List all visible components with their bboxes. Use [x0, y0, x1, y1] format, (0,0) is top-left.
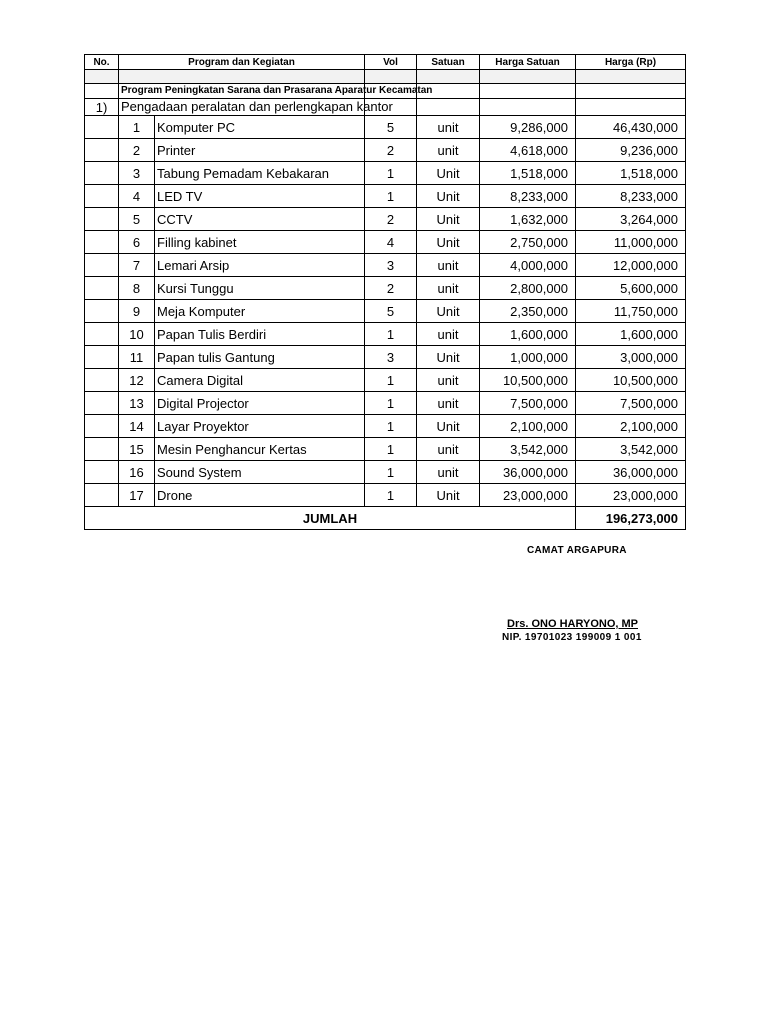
item-unit-price: 8,233,000: [480, 185, 576, 208]
item-unit: Unit: [417, 162, 480, 185]
item-total-price: 12,000,000: [576, 254, 686, 277]
item-unit: unit: [417, 139, 480, 162]
table-row: [85, 277, 686, 300]
blank-row: [85, 70, 686, 84]
table-row: [85, 162, 686, 185]
signatory-nip: NIP. 19701023 199009 1 001: [502, 632, 642, 643]
item-unit: unit: [417, 392, 480, 415]
item-blank: [85, 484, 119, 507]
item-total-price: 1,600,000: [576, 323, 686, 346]
item-name: Meja Komputer: [155, 300, 365, 323]
item-unit: Unit: [417, 484, 480, 507]
item-name: CCTV: [155, 208, 365, 231]
item-name: Layar Proyektor: [155, 415, 365, 438]
item-total-price: 8,233,000: [576, 185, 686, 208]
item-unit-price: 4,618,000: [480, 139, 576, 162]
item-number: 12: [119, 369, 155, 392]
item-total-price: 2,100,000: [576, 415, 686, 438]
item-total-price: 1,518,000: [576, 162, 686, 185]
table-row: [85, 346, 686, 369]
item-number: 8: [119, 277, 155, 300]
item-blank: [85, 392, 119, 415]
item-number: 2: [119, 139, 155, 162]
item-blank: [85, 415, 119, 438]
item-name: Sound System: [155, 461, 365, 484]
item-blank: [85, 438, 119, 461]
header-row: [85, 55, 686, 70]
item-unit-price: 1,000,000: [480, 346, 576, 369]
item-volume: 1: [365, 484, 417, 507]
item-number: 14: [119, 415, 155, 438]
header-no: No.: [85, 55, 119, 70]
item-name: Papan Tulis Berdiri: [155, 323, 365, 346]
table-row: [85, 484, 686, 507]
item-volume: 3: [365, 254, 417, 277]
item-name: Drone: [155, 484, 365, 507]
item-total-price: 36,000,000: [576, 461, 686, 484]
item-unit-price: 7,500,000: [480, 392, 576, 415]
item-number: 3: [119, 162, 155, 185]
item-name: Tabung Pemadam Kebakaran: [155, 162, 365, 185]
item-blank: [85, 254, 119, 277]
table-row: [85, 438, 686, 461]
header-harga: Harga (Rp): [576, 55, 686, 70]
item-volume: 2: [365, 139, 417, 162]
item-unit: unit: [417, 461, 480, 484]
item-total-price: 3,000,000: [576, 346, 686, 369]
item-blank: [85, 277, 119, 300]
item-name: Mesin Penghancur Kertas: [155, 438, 365, 461]
item-volume: 3: [365, 346, 417, 369]
item-unit-price: 2,800,000: [480, 277, 576, 300]
item-total-price: 11,750,000: [576, 300, 686, 323]
item-volume: 4: [365, 231, 417, 254]
item-volume: 1: [365, 185, 417, 208]
item-blank: [85, 323, 119, 346]
item-name: Camera Digital: [155, 369, 365, 392]
activity-row: [85, 99, 686, 116]
item-unit: unit: [417, 323, 480, 346]
item-blank: [85, 461, 119, 484]
item-volume: 1: [365, 162, 417, 185]
header-harga-satuan: Harga Satuan: [480, 55, 576, 70]
item-total-price: 3,264,000: [576, 208, 686, 231]
item-unit-price: 1,600,000: [480, 323, 576, 346]
item-name: Digital Projector: [155, 392, 365, 415]
item-name: LED TV: [155, 185, 365, 208]
item-number: 10: [119, 323, 155, 346]
item-name: Filling kabinet: [155, 231, 365, 254]
item-unit-price: 23,000,000: [480, 484, 576, 507]
item-unit: Unit: [417, 415, 480, 438]
item-name: Lemari Arsip: [155, 254, 365, 277]
item-unit: unit: [417, 438, 480, 461]
item-total-price: 9,236,000: [576, 139, 686, 162]
item-unit-price: 36,000,000: [480, 461, 576, 484]
item-number: 17: [119, 484, 155, 507]
item-total-price: 3,542,000: [576, 438, 686, 461]
item-unit: Unit: [417, 208, 480, 231]
item-blank: [85, 139, 119, 162]
budget-table: [84, 54, 686, 530]
item-blank: [85, 369, 119, 392]
table-row: [85, 231, 686, 254]
item-unit-price: 2,750,000: [480, 231, 576, 254]
item-unit-price: 10,500,000: [480, 369, 576, 392]
table-row: [85, 392, 686, 415]
item-number: 7: [119, 254, 155, 277]
program-title: Program Peningkatan Sarana dan Prasarana Aparatur Kecamatan: [121, 85, 433, 96]
item-volume: 2: [365, 208, 417, 231]
table-row: [85, 254, 686, 277]
item-unit: Unit: [417, 231, 480, 254]
activity-number: 1): [85, 99, 119, 116]
table-row: [85, 461, 686, 484]
item-blank: [85, 346, 119, 369]
item-volume: 1: [365, 323, 417, 346]
item-volume: 1: [365, 392, 417, 415]
table-row: [85, 415, 686, 438]
item-total-price: 11,000,000: [576, 231, 686, 254]
item-unit-price: 2,350,000: [480, 300, 576, 323]
item-volume: 2: [365, 277, 417, 300]
item-unit-price: 2,100,000: [480, 415, 576, 438]
header-vol: Vol: [365, 55, 417, 70]
item-number: 4: [119, 185, 155, 208]
item-unit-price: 1,632,000: [480, 208, 576, 231]
table-row: [85, 369, 686, 392]
table-row: [85, 323, 686, 346]
item-number: 15: [119, 438, 155, 461]
item-number: 16: [119, 461, 155, 484]
item-number: 13: [119, 392, 155, 415]
item-unit: Unit: [417, 346, 480, 369]
item-unit-price: 4,000,000: [480, 254, 576, 277]
item-unit-price: 1,518,000: [480, 162, 576, 185]
item-name: Kursi Tunggu: [155, 277, 365, 300]
item-blank: [85, 162, 119, 185]
item-unit: unit: [417, 277, 480, 300]
table-row: [85, 300, 686, 323]
signatory-name: Drs. ONO HARYONO, MP: [507, 618, 638, 630]
item-number: 9: [119, 300, 155, 323]
item-blank: [85, 231, 119, 254]
item-unit: Unit: [417, 185, 480, 208]
program-row: [85, 84, 686, 99]
header-satuan: Satuan: [417, 55, 480, 70]
item-name: Papan tulis Gantung: [155, 346, 365, 369]
total-value: 196,273,000: [576, 507, 686, 530]
item-number: 11: [119, 346, 155, 369]
signatory-title: CAMAT ARGAPURA: [527, 545, 627, 556]
item-number: 1: [119, 116, 155, 139]
table-row: [85, 208, 686, 231]
item-number: 5: [119, 208, 155, 231]
item-unit: unit: [417, 369, 480, 392]
item-unit: unit: [417, 254, 480, 277]
item-total-price: 7,500,000: [576, 392, 686, 415]
item-unit: unit: [417, 116, 480, 139]
table-row: [85, 139, 686, 162]
item-volume: 1: [365, 369, 417, 392]
header-program: Program dan Kegiatan: [119, 55, 365, 70]
item-name: Printer: [155, 139, 365, 162]
item-volume: 1: [365, 461, 417, 484]
total-row: [85, 507, 686, 530]
item-volume: 1: [365, 438, 417, 461]
item-blank: [85, 300, 119, 323]
item-unit: Unit: [417, 300, 480, 323]
table-row: [85, 116, 686, 139]
item-total-price: 10,500,000: [576, 369, 686, 392]
item-unit-price: 3,542,000: [480, 438, 576, 461]
activity-title: Pengadaan peralatan dan perlengkapan kantor: [121, 99, 393, 114]
item-blank: [85, 208, 119, 231]
item-volume: 5: [365, 300, 417, 323]
item-blank: [85, 185, 119, 208]
item-unit-price: 9,286,000: [480, 116, 576, 139]
total-label: JUMLAH: [85, 507, 576, 530]
item-blank: [85, 116, 119, 139]
item-total-price: 23,000,000: [576, 484, 686, 507]
table-row: [85, 185, 686, 208]
item-volume: 5: [365, 116, 417, 139]
item-name: Komputer PC: [155, 116, 365, 139]
item-total-price: 46,430,000: [576, 116, 686, 139]
item-number: 6: [119, 231, 155, 254]
item-total-price: 5,600,000: [576, 277, 686, 300]
item-volume: 1: [365, 415, 417, 438]
